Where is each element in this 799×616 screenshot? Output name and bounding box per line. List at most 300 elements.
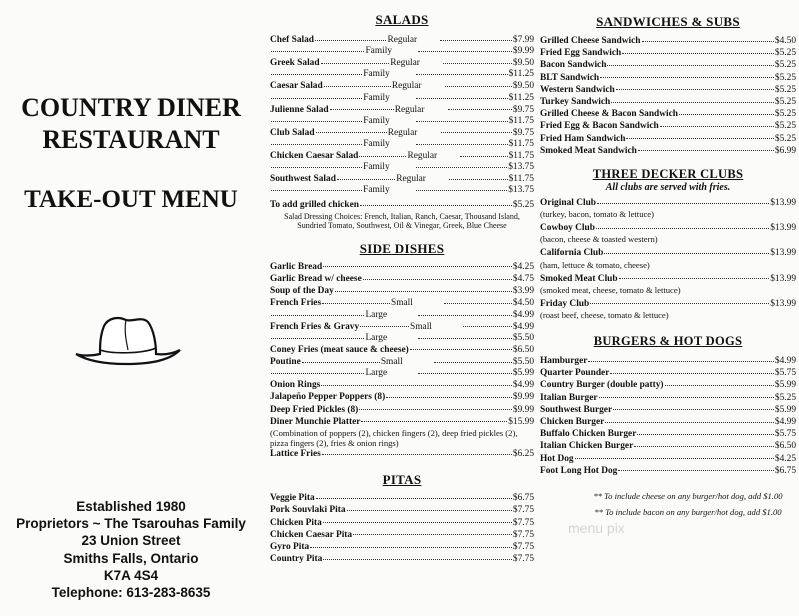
dot-leader bbox=[353, 534, 512, 535]
menu-row bbox=[270, 297, 534, 309]
menu-row bbox=[270, 162, 534, 173]
menu-row bbox=[540, 84, 796, 96]
item-price: $3.99 bbox=[512, 286, 534, 297]
dot-leader bbox=[271, 144, 362, 145]
item-price: $5.25 bbox=[774, 97, 796, 108]
item-name: Coney Fries (meat sauce & cheese) bbox=[270, 344, 409, 355]
middle-panel bbox=[270, 0, 534, 616]
dot-leader bbox=[445, 86, 512, 87]
item-size: Large bbox=[365, 309, 388, 320]
menu-row bbox=[270, 185, 534, 196]
item-size: Regular bbox=[396, 174, 426, 185]
item-name: Quarter Pounder bbox=[540, 368, 610, 379]
item-name: Chef Salad bbox=[270, 35, 315, 45]
postal-text: K7A 4S4 bbox=[103, 567, 159, 583]
dot-leader bbox=[418, 338, 511, 339]
dot-leader bbox=[359, 409, 512, 410]
pitas-heading: PITAS bbox=[382, 472, 422, 488]
menu-row bbox=[270, 285, 534, 297]
menu-row bbox=[270, 321, 534, 333]
menu-row bbox=[540, 440, 796, 452]
dot-leader bbox=[316, 132, 387, 133]
item-price: $6.50 bbox=[774, 441, 796, 452]
menu-row bbox=[540, 197, 796, 209]
item-name: Country Burger (double patty) bbox=[540, 380, 664, 391]
item-price: $6.75 bbox=[512, 493, 534, 504]
dot-leader bbox=[271, 121, 362, 122]
item-price: $13.75 bbox=[508, 185, 534, 196]
item-price: $13.75 bbox=[508, 162, 534, 173]
dot-leader bbox=[441, 132, 512, 133]
burgers-heading: BURGERS & HOT DOGS bbox=[593, 334, 743, 349]
city-text: Smiths Falls, Ontario bbox=[63, 550, 199, 566]
watermark: menu pix bbox=[568, 520, 625, 536]
menu-row bbox=[270, 150, 534, 162]
item-name: Julienne Salad bbox=[270, 104, 329, 115]
menu-row bbox=[270, 127, 534, 139]
dot-leader bbox=[386, 397, 512, 398]
dot-leader bbox=[616, 89, 774, 90]
menu-row bbox=[540, 47, 796, 59]
item-price: $7.75 bbox=[512, 529, 534, 540]
menu-row bbox=[540, 367, 796, 379]
item-price: $5.50 bbox=[512, 357, 535, 368]
dot-leader bbox=[321, 385, 512, 386]
menu-row bbox=[270, 139, 534, 150]
item-size: Small bbox=[410, 321, 432, 332]
dot-leader bbox=[443, 63, 512, 64]
item-price: $5.25 bbox=[512, 200, 534, 211]
address-text: 23 Union Street bbox=[81, 533, 181, 549]
sandwiches-list bbox=[540, 35, 796, 157]
menu-row bbox=[540, 416, 796, 428]
dot-leader bbox=[418, 373, 511, 374]
item-size: Family bbox=[363, 69, 390, 80]
dressing-note: Salad Dressing Choices: French, Italian, Ranch, Caesar, Thousand Island, Sundried Tomato, Southwest, Oil & Vinegar, Greek, Blue Cheese bbox=[284, 211, 520, 231]
item-price: $13.99 bbox=[770, 298, 796, 309]
item-price: $5.25 bbox=[774, 84, 796, 95]
item-price: $5.25 bbox=[774, 121, 796, 132]
salads-heading: SALADS bbox=[375, 12, 429, 27]
menu-row bbox=[540, 404, 796, 416]
item-name: Lattice Fries bbox=[270, 449, 321, 460]
menu-row bbox=[540, 133, 796, 145]
menu-row bbox=[540, 273, 796, 285]
dot-leader bbox=[316, 498, 512, 499]
item-name: Friday Club bbox=[540, 298, 590, 309]
dot-leader bbox=[599, 397, 774, 398]
dot-leader bbox=[416, 74, 507, 75]
item-name: Chicken Caesar Salad bbox=[270, 151, 359, 162]
dot-leader bbox=[638, 150, 774, 151]
item-price: $11.75 bbox=[508, 151, 535, 162]
menu-row bbox=[270, 541, 534, 553]
item-size: Small bbox=[391, 298, 413, 309]
dot-leader bbox=[611, 102, 774, 103]
menu-row bbox=[270, 368, 534, 379]
item-name: Deep Fried Pickles (8) bbox=[270, 404, 359, 415]
menu-row bbox=[270, 529, 534, 541]
menu-row bbox=[270, 93, 534, 104]
item-description: (turkey, bacon, tomato & lettuce) bbox=[540, 209, 654, 220]
dot-leader bbox=[310, 547, 512, 548]
item-size: Regular bbox=[407, 151, 438, 162]
dot-leader bbox=[637, 434, 774, 435]
dot-leader bbox=[324, 86, 391, 87]
item-price: $11.75 bbox=[508, 139, 534, 150]
pitas-list bbox=[270, 492, 534, 565]
dot-leader bbox=[410, 349, 512, 350]
dot-leader bbox=[440, 40, 511, 41]
dot-leader bbox=[588, 361, 774, 362]
item-name: Club Salad bbox=[270, 127, 315, 138]
item-description: (ham, lettuce & tomato, cheese) bbox=[540, 259, 650, 270]
item-price: $13.99 bbox=[770, 198, 796, 209]
menu-row bbox=[270, 517, 534, 529]
item-price: $11.25 bbox=[508, 69, 534, 80]
telephone-text: Telephone: 613-283-8635 bbox=[51, 585, 211, 601]
item-description: (bacon, cheese & toasted western) bbox=[540, 234, 658, 245]
dot-leader bbox=[463, 326, 512, 327]
dot-leader bbox=[361, 421, 507, 422]
item-price: $5.75 bbox=[774, 429, 796, 440]
item-name: Grilled Cheese & Bacon Sandwich bbox=[540, 109, 679, 120]
dot-leader bbox=[363, 279, 512, 280]
menu-title: TAKE-OUT MENU bbox=[24, 186, 238, 213]
item-name: California Club bbox=[540, 248, 604, 259]
item-name: Original Club bbox=[540, 198, 597, 209]
menu-row bbox=[270, 333, 534, 344]
dot-leader bbox=[347, 510, 512, 511]
item-name: Veggie Pita bbox=[270, 493, 315, 504]
dot-leader bbox=[590, 303, 769, 304]
menu-row bbox=[270, 553, 534, 565]
item-price: $5.25 bbox=[774, 109, 796, 120]
item-name: Caesar Salad bbox=[270, 81, 323, 92]
item-name: Western Sandwich bbox=[540, 84, 615, 95]
dot-leader bbox=[323, 522, 512, 523]
dot-leader bbox=[604, 253, 769, 254]
item-price: $4.75 bbox=[512, 274, 534, 285]
item-price: $9.50 bbox=[512, 58, 535, 69]
item-size: Large bbox=[365, 332, 388, 343]
item-price: $4.99 bbox=[774, 417, 796, 428]
menu-row bbox=[270, 116, 534, 127]
item-name: Smoked Meat Club bbox=[540, 273, 618, 284]
item-price: $7.75 bbox=[512, 554, 534, 565]
dot-leader bbox=[315, 40, 386, 41]
dot-leader bbox=[337, 179, 395, 180]
dot-leader bbox=[271, 315, 364, 316]
item-name: Chicken Pita bbox=[270, 517, 322, 528]
menu-row bbox=[540, 428, 796, 440]
item-price: $13.99 bbox=[770, 248, 796, 259]
item-size: Regular bbox=[387, 35, 418, 45]
dot-leader bbox=[642, 41, 774, 42]
dot-leader bbox=[330, 109, 394, 110]
dot-leader bbox=[271, 167, 362, 168]
menu-row bbox=[540, 35, 796, 47]
dot-leader bbox=[271, 373, 364, 374]
dot-leader bbox=[416, 167, 507, 168]
platter-description: (Combination of poppers (2), chicken fingers (2), deep fried pickles (2), pizza fingers (2), fries & onion rings) bbox=[270, 428, 518, 449]
dot-leader bbox=[610, 373, 774, 374]
item-price: $5.99 bbox=[774, 380, 796, 391]
menu-row bbox=[270, 391, 534, 403]
dot-leader bbox=[271, 74, 362, 75]
item-name: Fried Egg & Bacon Sandwich bbox=[540, 121, 659, 132]
item-size: Regular bbox=[390, 58, 420, 69]
dot-leader bbox=[323, 266, 512, 267]
item-price: $5.75 bbox=[774, 368, 796, 379]
item-price: $5.25 bbox=[774, 48, 796, 59]
proprietors-text: Proprietors ~ The Tsarouhas Family bbox=[16, 516, 246, 532]
item-size: Family bbox=[363, 115, 390, 126]
dot-leader bbox=[416, 190, 507, 191]
clubs-heading: THREE DECKER CLUBS bbox=[592, 167, 744, 182]
item-name: Southwest Salad bbox=[270, 174, 336, 185]
sides-heading: SIDE DISHES bbox=[359, 240, 445, 256]
dot-leader bbox=[418, 315, 511, 316]
menu-row bbox=[540, 222, 796, 234]
dot-leader bbox=[634, 446, 774, 447]
item-name: Onion Rings bbox=[270, 380, 321, 391]
bacon-note: ** To include bacon on any burger/hot dog, add $1.00 bbox=[594, 507, 782, 518]
item-price: $4.25 bbox=[774, 453, 796, 464]
dot-leader bbox=[360, 326, 409, 327]
item-price: $6.99 bbox=[774, 145, 796, 156]
menu-row bbox=[270, 492, 534, 504]
item-name: Fried Ham Sandwich bbox=[540, 133, 626, 144]
dot-leader bbox=[416, 121, 507, 122]
menu-row bbox=[540, 355, 796, 367]
menu-row bbox=[540, 247, 796, 259]
burgers-list bbox=[540, 355, 796, 477]
menu-row bbox=[540, 120, 796, 132]
menu-row bbox=[540, 96, 796, 108]
item-price: $7.75 bbox=[512, 542, 534, 553]
item-price: $11.75 bbox=[508, 174, 534, 185]
item-name: Fried Egg Sandwich bbox=[540, 48, 622, 59]
item-price: $4.99 bbox=[512, 380, 534, 391]
item-price: $4.50 bbox=[512, 298, 534, 309]
item-price: $7.75 bbox=[512, 517, 534, 528]
item-price: $4.99 bbox=[774, 356, 796, 367]
item-name: Southwest Burger bbox=[540, 404, 613, 415]
item-name: French Fries bbox=[270, 298, 322, 309]
menu-row bbox=[540, 392, 796, 404]
dot-leader bbox=[271, 190, 362, 191]
item-price: $9.99 bbox=[512, 392, 534, 403]
item-name: Smoked Meat Sandwich bbox=[540, 145, 637, 156]
left-panel bbox=[0, 0, 262, 616]
menu-row bbox=[270, 356, 534, 368]
dot-leader bbox=[596, 228, 769, 229]
item-price: $4.99 bbox=[512, 309, 534, 320]
item-name: Poutine bbox=[270, 357, 301, 368]
item-name: Grilled Cheese Sandwich bbox=[540, 36, 641, 46]
item-size: Family bbox=[363, 185, 390, 196]
item-price: $9.99 bbox=[512, 46, 534, 57]
dot-leader bbox=[679, 114, 774, 115]
dot-leader bbox=[622, 53, 774, 54]
menu-row bbox=[540, 379, 796, 391]
menu-row bbox=[270, 69, 534, 80]
dot-leader bbox=[448, 109, 512, 110]
established-text: Established 1980 bbox=[76, 499, 186, 514]
add-chicken-row bbox=[270, 199, 534, 211]
menu-row bbox=[270, 173, 534, 185]
item-name: Jalapeño Pepper Poppers (8) bbox=[270, 392, 386, 403]
item-price: $4.50 bbox=[774, 36, 796, 46]
item-name: Soup of the Day bbox=[270, 286, 334, 297]
item-price: $6.75 bbox=[774, 465, 796, 476]
dot-leader bbox=[359, 156, 406, 157]
item-name: Chicken Burger bbox=[540, 417, 605, 428]
item-name: BLT Sandwich bbox=[540, 72, 600, 83]
dot-leader bbox=[605, 422, 774, 423]
menu-row bbox=[270, 404, 534, 416]
dot-leader bbox=[444, 303, 512, 304]
menu-row bbox=[540, 465, 796, 477]
menu-row bbox=[270, 46, 534, 57]
item-price: $9.50 bbox=[512, 81, 535, 92]
dot-leader bbox=[660, 126, 774, 127]
item-price: $13.99 bbox=[770, 273, 796, 284]
dot-leader bbox=[619, 278, 770, 279]
menu-row bbox=[270, 504, 534, 516]
menu-row bbox=[270, 310, 534, 321]
item-name: Country Pita bbox=[270, 554, 323, 565]
dot-leader bbox=[271, 98, 362, 99]
salads-list bbox=[270, 34, 534, 196]
lattice-row bbox=[270, 448, 534, 460]
dot-leader bbox=[416, 98, 507, 99]
item-price: $6.50 bbox=[512, 344, 534, 355]
dot-leader bbox=[271, 338, 364, 339]
item-size: Family bbox=[363, 92, 390, 103]
menu-row bbox=[270, 416, 534, 428]
menu-row bbox=[270, 57, 534, 69]
item-price: $6.25 bbox=[512, 449, 534, 460]
menu-row bbox=[540, 298, 796, 310]
dot-leader bbox=[460, 156, 507, 157]
menu-row bbox=[270, 104, 534, 116]
dot-leader bbox=[322, 303, 390, 304]
item-name: Foot Long Hot Dog bbox=[540, 465, 618, 476]
menu-row bbox=[270, 273, 534, 285]
item-price: $11.25 bbox=[508, 92, 534, 103]
item-price: $5.99 bbox=[512, 368, 534, 379]
menu-row bbox=[270, 80, 534, 92]
item-name: Hamburger bbox=[540, 356, 588, 367]
dot-leader bbox=[613, 409, 774, 410]
menu-row bbox=[270, 379, 534, 391]
dot-leader bbox=[600, 77, 774, 78]
clubs-subtitle: All clubs are served with fries. bbox=[605, 182, 731, 194]
item-name: Hot Dog bbox=[540, 453, 574, 464]
menu-row bbox=[270, 261, 534, 273]
dot-leader bbox=[449, 179, 507, 180]
item-price: $4.99 bbox=[512, 321, 535, 332]
item-price: $5.25 bbox=[774, 60, 796, 71]
item-name: Garlic Bread bbox=[270, 261, 323, 272]
menu-row bbox=[540, 72, 796, 84]
item-name: Gyro Pita bbox=[270, 542, 310, 553]
item-price: $15.99 bbox=[508, 416, 534, 427]
item-name: Chicken Caesar Pita bbox=[270, 529, 353, 540]
item-price: $5.25 bbox=[774, 133, 796, 144]
item-name: Turkey Sandwich bbox=[540, 97, 611, 108]
sides-list bbox=[270, 261, 534, 428]
item-price: $9.75 bbox=[512, 127, 534, 138]
menu-row bbox=[540, 59, 796, 71]
dot-leader bbox=[302, 362, 380, 363]
item-price: $5.25 bbox=[774, 392, 796, 403]
dot-leader bbox=[416, 144, 507, 145]
dot-leader bbox=[323, 559, 512, 560]
item-name: French Fries & Gravy bbox=[270, 321, 360, 332]
item-size: Family bbox=[363, 139, 390, 150]
item-size: Regular bbox=[387, 127, 418, 138]
cowboy-hat-icon bbox=[72, 310, 184, 370]
item-price: $7.75 bbox=[512, 505, 534, 516]
dot-leader bbox=[271, 51, 364, 52]
dot-leader bbox=[618, 470, 774, 471]
item-price: $9.75 bbox=[512, 104, 534, 115]
restaurant-name: COUNTRY DINER RESTAURANT bbox=[21, 93, 241, 154]
item-size: Family bbox=[365, 46, 393, 57]
dot-leader bbox=[597, 203, 769, 204]
dot-leader bbox=[665, 385, 774, 386]
item-price: $7.99 bbox=[512, 35, 534, 45]
item-name: To add grilled chicken bbox=[270, 200, 359, 211]
dot-leader bbox=[607, 65, 773, 66]
item-price: $13.99 bbox=[770, 223, 796, 234]
item-price: $5.25 bbox=[774, 72, 796, 83]
item-price: $11.75 bbox=[508, 115, 534, 126]
item-name: Italian Chicken Burger bbox=[540, 441, 634, 452]
item-name: Diner Munchie Platter bbox=[270, 416, 361, 427]
item-price: $5.99 bbox=[774, 404, 796, 415]
menu-row bbox=[540, 108, 796, 120]
item-price: $5.50 bbox=[512, 332, 534, 343]
item-size: Family bbox=[363, 162, 390, 173]
item-name: Italian Burger bbox=[540, 392, 598, 403]
item-description: (smoked meat, cheese, tomato & lettuce) bbox=[540, 284, 681, 295]
item-size: Regular bbox=[391, 81, 422, 92]
item-name: Pork Souvlaki Pita bbox=[270, 505, 346, 516]
item-price: $9.99 bbox=[512, 404, 534, 415]
item-name: Cowboy Club bbox=[540, 223, 595, 234]
item-size: Small bbox=[380, 357, 403, 368]
menu-row bbox=[270, 344, 534, 356]
menu-row bbox=[540, 145, 796, 157]
clubs-list bbox=[540, 197, 796, 320]
menu-row bbox=[270, 34, 534, 46]
sandwiches-heading: SANDWICHES & SUBS bbox=[596, 14, 740, 29]
dot-leader bbox=[434, 362, 512, 363]
cheese-note: ** To include cheese on any burger/hot dog, add $1.00 bbox=[593, 491, 783, 502]
item-name: Greek Salad bbox=[270, 58, 320, 69]
item-size: Large bbox=[365, 368, 388, 379]
dot-leader bbox=[335, 291, 512, 292]
restaurant-info bbox=[0, 498, 262, 601]
dot-leader bbox=[418, 51, 511, 52]
item-name: Garlic Bread w/ cheese bbox=[270, 274, 362, 285]
item-price: $4.25 bbox=[512, 261, 534, 272]
item-description: (roast beef, cheese, tomato & lettuce) bbox=[540, 310, 669, 321]
